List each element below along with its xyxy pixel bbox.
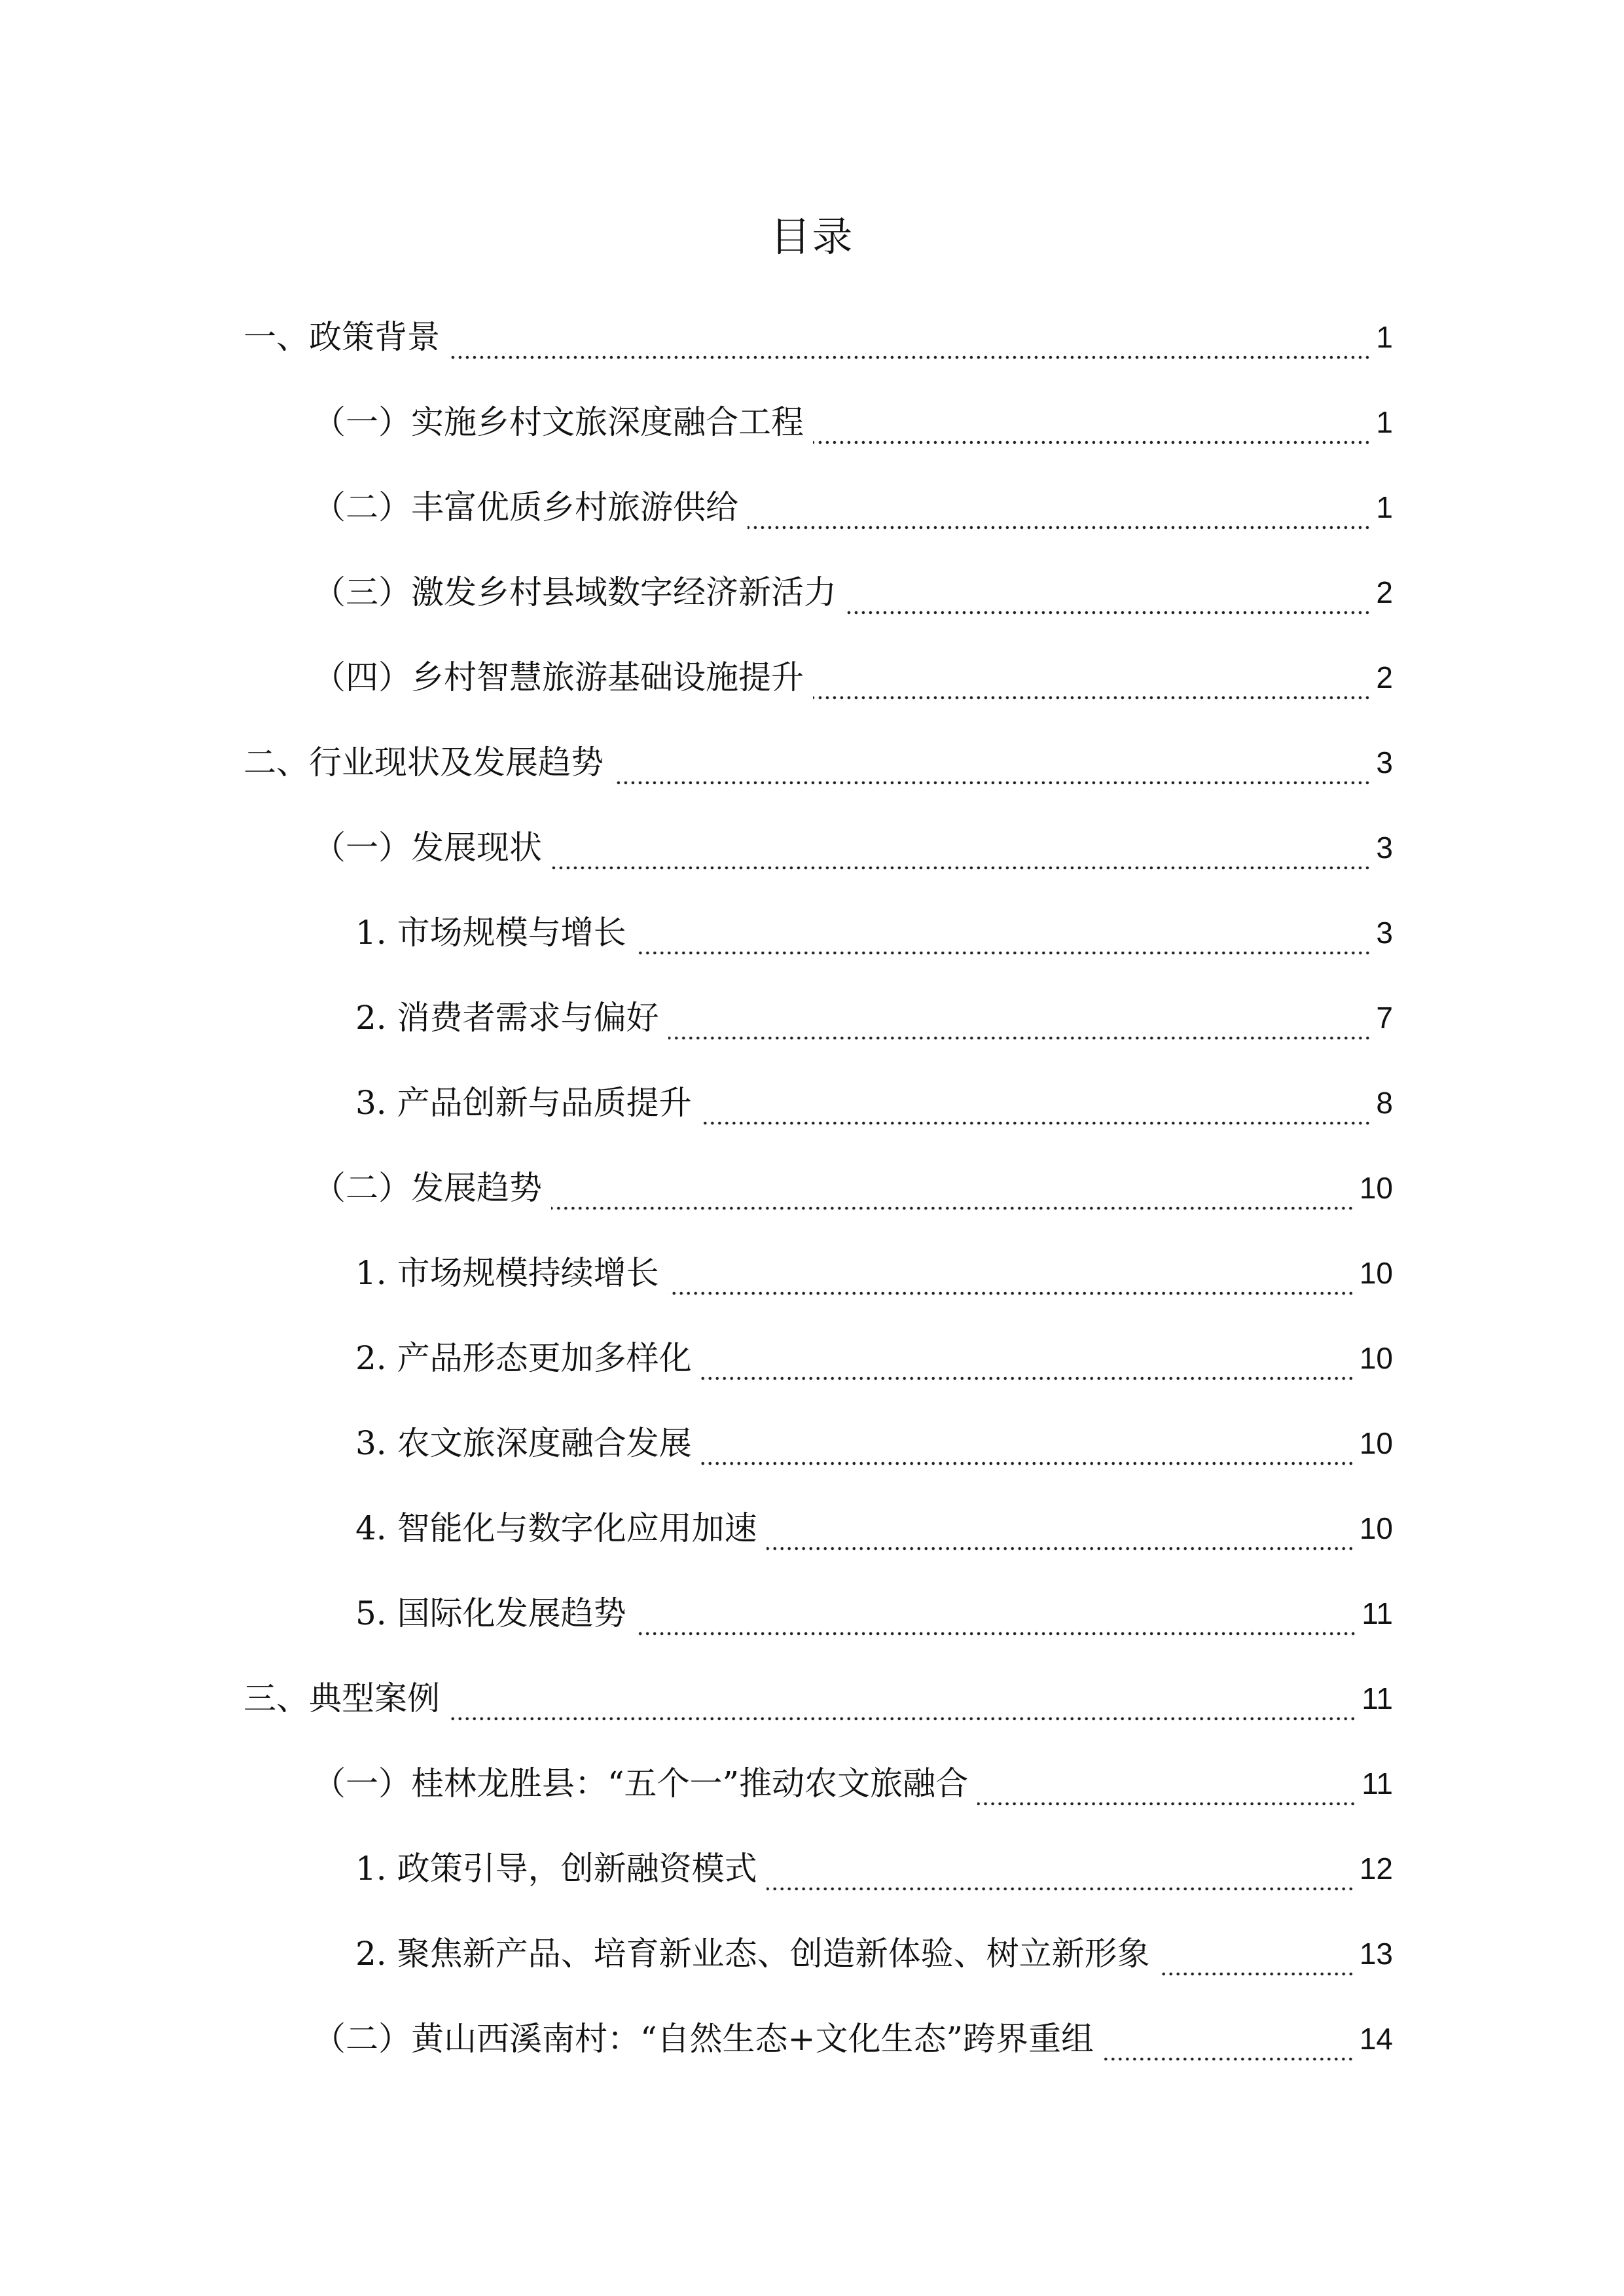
toc-dot-leader bbox=[701, 1121, 1371, 1126]
toc-entry-page: 3 bbox=[1376, 916, 1393, 950]
toc-entry-label: （一）桂林龙胜县：“五个一”推动农文旅融合 bbox=[313, 1765, 969, 1803]
toc-dot-leader bbox=[1159, 1971, 1354, 1977]
toc-entry-page: 7 bbox=[1376, 1001, 1393, 1035]
toc-dot-leader bbox=[767, 1886, 1354, 1892]
toc-entry-page: 2 bbox=[1376, 660, 1393, 694]
toc-dot-leader bbox=[613, 780, 1371, 785]
toc-dot-leader bbox=[668, 1291, 1354, 1296]
toc-entry-label: 2. 产品形态更加多样化 bbox=[355, 1339, 692, 1377]
toc-entry-label: 1. 市场规模与增长 bbox=[355, 914, 626, 952]
toc-entry[interactable] bbox=[0, 1826, 1624, 1911]
toc-entry[interactable] bbox=[0, 465, 1624, 550]
toc-entry[interactable] bbox=[0, 720, 1624, 805]
toc-entry-label: 1. 市场规模持续增长 bbox=[355, 1254, 659, 1292]
toc-entry-label: 2. 消费者需求与偏好 bbox=[355, 999, 659, 1037]
toc-dot-leader bbox=[813, 440, 1371, 445]
toc-entry[interactable] bbox=[0, 1571, 1624, 1656]
toc-entry[interactable] bbox=[0, 1401, 1624, 1486]
toc-entry-label: 5. 国际化发展趋势 bbox=[355, 1594, 626, 1632]
toc-entry[interactable] bbox=[0, 380, 1624, 465]
toc-entry-label: 一、政策背景 bbox=[244, 318, 440, 356]
toc-entry-label: 3. 产品创新与品质提升 bbox=[355, 1084, 692, 1122]
toc-dot-leader bbox=[449, 1716, 1356, 1721]
toc-entry-label: （三）激发乡村县域数字经济新活力 bbox=[313, 573, 837, 611]
toc-entry-page: 11 bbox=[1362, 1681, 1393, 1715]
toc-entry-page: 3 bbox=[1376, 745, 1393, 780]
toc-entry-page: 11 bbox=[1362, 1596, 1393, 1630]
toc-entry-page: 10 bbox=[1359, 1171, 1393, 1205]
toc-entry-label: 1. 政策引导，创新融资模式 bbox=[355, 1850, 757, 1888]
toc-dot-leader bbox=[767, 1546, 1354, 1551]
toc-entry-page: 10 bbox=[1359, 1341, 1393, 1375]
toc-dot-leader bbox=[551, 865, 1371, 870]
toc-entry-page: 13 bbox=[1359, 1937, 1393, 1971]
toc-entry-label: 二、行业现状及发展趋势 bbox=[244, 744, 604, 781]
toc-entry-page: 10 bbox=[1359, 1511, 1393, 1545]
toc-entry-page: 1 bbox=[1376, 405, 1393, 439]
toc-entry-label: 4. 智能化与数字化应用加速 bbox=[355, 1509, 757, 1547]
toc-entry-label: （二）丰富优质乡村旅游供给 bbox=[313, 488, 738, 526]
toc-list bbox=[0, 295, 1624, 2081]
toc-dot-leader bbox=[1103, 2056, 1354, 2062]
toc-entry[interactable] bbox=[0, 1741, 1624, 1826]
toc-title: 目录 bbox=[770, 213, 854, 260]
toc-entry-label: （一）实施乡村文旅深度融合工程 bbox=[313, 403, 804, 441]
toc-entry-page: 8 bbox=[1376, 1086, 1393, 1120]
toc-entry-page: 1 bbox=[1376, 490, 1393, 524]
toc-entry-page: 3 bbox=[1376, 831, 1393, 865]
toc-entry-page: 11 bbox=[1362, 1767, 1393, 1801]
toc-entry[interactable] bbox=[0, 1060, 1624, 1145]
toc-entry-label: （一）发展现状 bbox=[313, 829, 542, 867]
toc-entry-label: 三、典型案例 bbox=[244, 1679, 440, 1717]
toc-entry[interactable] bbox=[0, 890, 1624, 975]
toc-entry-label: （二）黄山西溪南村：“自然生态+文化生态”跨界重组 bbox=[313, 2020, 1094, 2058]
toc-entry-label: （二）发展趋势 bbox=[313, 1169, 542, 1207]
toc-entry-page: 2 bbox=[1376, 575, 1393, 609]
toc-entry[interactable] bbox=[0, 635, 1624, 720]
toc-dot-leader bbox=[977, 1801, 1356, 1806]
toc-entry-label: 2. 聚焦新产品、培育新业态、创造新体验、树立新形象 bbox=[355, 1935, 1150, 1973]
toc-dot-leader bbox=[813, 695, 1371, 700]
toc-dot-leader bbox=[551, 1206, 1354, 1211]
toc-entry-page: 10 bbox=[1359, 1256, 1393, 1290]
toc-entry[interactable] bbox=[0, 1145, 1624, 1230]
toc-dot-leader bbox=[846, 610, 1371, 615]
toc-entry-page: 14 bbox=[1359, 2022, 1393, 2056]
toc-entry[interactable] bbox=[0, 1230, 1624, 1316]
toc-dot-leader bbox=[449, 355, 1371, 360]
toc-dot-leader bbox=[748, 525, 1371, 530]
toc-entry-label: 3. 农文旅深度融合发展 bbox=[355, 1424, 692, 1462]
toc-entry-page: 10 bbox=[1359, 1426, 1393, 1460]
toc-dot-leader bbox=[636, 1631, 1357, 1636]
toc-entry[interactable] bbox=[0, 1656, 1624, 1741]
toc-entry[interactable] bbox=[0, 1996, 1624, 2081]
toc-dot-leader bbox=[701, 1461, 1354, 1466]
toc-dot-leader bbox=[636, 950, 1371, 956]
toc-dot-leader bbox=[668, 1035, 1371, 1041]
toc-entry[interactable] bbox=[0, 1316, 1624, 1401]
toc-entry[interactable] bbox=[0, 1911, 1624, 1996]
toc-entry-label: （四）乡村智慧旅游基础设施提升 bbox=[313, 658, 804, 696]
toc-entry[interactable] bbox=[0, 295, 1624, 380]
toc-entry-page: 1 bbox=[1376, 320, 1393, 354]
toc-entry[interactable] bbox=[0, 805, 1624, 890]
toc-entry[interactable] bbox=[0, 1486, 1624, 1571]
toc-entry[interactable] bbox=[0, 550, 1624, 635]
toc-entry-page: 12 bbox=[1359, 1852, 1393, 1886]
toc-entry[interactable] bbox=[0, 975, 1624, 1060]
toc-dot-leader bbox=[701, 1376, 1354, 1381]
